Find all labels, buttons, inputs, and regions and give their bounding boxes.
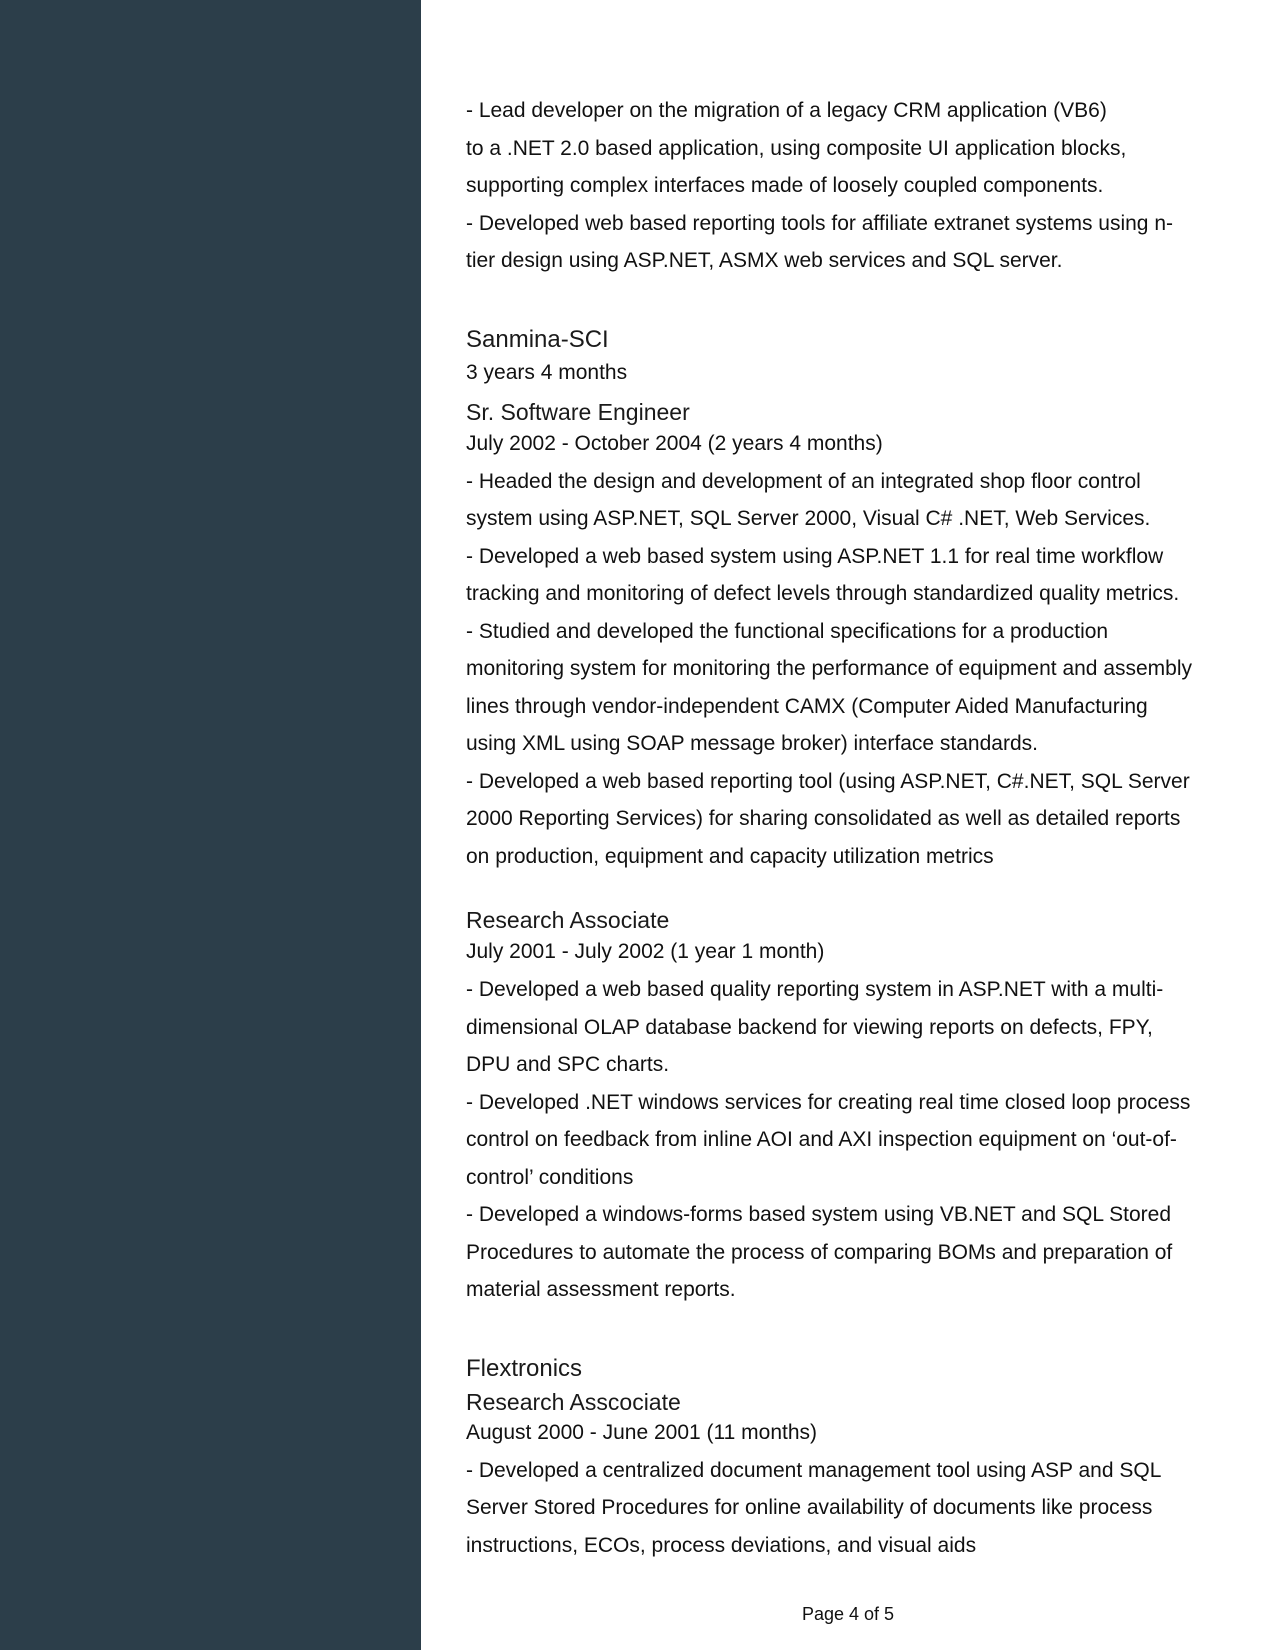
position-description	[466, 971, 1236, 1309]
resume-content	[466, 92, 1236, 1564]
position-dates: July 2002 - October 2004 (2 years 4 months)	[466, 431, 883, 455]
description-line: - Developed a web based reporting tool (using ASP.NET, C#.NET, SQL Server	[466, 769, 1190, 793]
position-dates: August 2000 - June 2001 (11 months)	[466, 1420, 818, 1444]
description-line: DPU and SPC charts.	[466, 1053, 670, 1076]
company-section-flextronics	[466, 1354, 1236, 1565]
description-line: system using ASP.NET, SQL Server 2000, Visual C# .NET, Web Services.	[466, 507, 1151, 530]
description-line: tier design using ASP.NET, ASMX web services and SQL server.	[466, 249, 1063, 272]
position-research-associate	[466, 905, 1236, 1309]
description-line: dimensional OLAP database backend for viewing reports on defects, FPY,	[466, 1015, 1153, 1039]
description-line: - Developed a windows-forms based system using VB.NET and SQL Stored	[466, 1203, 1171, 1226]
description-line: using XML using SOAP message broker) interface standards.	[466, 732, 1038, 755]
description-line: lines through vendor-independent CAMX (Computer Aided Manufacturing	[466, 694, 1148, 718]
position-description	[466, 1452, 1236, 1565]
description-line: supporting complex interfaces made of loosely coupled components.	[466, 174, 1104, 197]
position-title: Research Associate	[466, 907, 670, 933]
description-line: - Studied and developed the functional specifications for a production	[466, 619, 1109, 643]
company-name: Flextronics	[466, 1354, 583, 1382]
description-line: material assessment reports.	[466, 1278, 736, 1301]
position-description	[466, 463, 1236, 876]
description-line: control on feedback from inline AOI and AXI inspection equipment on ‘out-of-	[466, 1128, 1177, 1151]
description-line: Procedures to automate the process of comparing BOMs and preparation of	[466, 1240, 1173, 1264]
description-line: on production, equipment and capacity utilization metrics	[466, 844, 994, 868]
position-title: Sr. Software Engineer	[466, 398, 690, 425]
position-dates: July 2001 - July 2002 (1 year 1 month)	[466, 940, 825, 963]
company-duration: 3 years 4 months	[466, 360, 628, 384]
position-sr-software-engineer	[466, 397, 1236, 876]
description-line: - Developed .NET windows services for creating real time closed loop process	[466, 1090, 1191, 1114]
description-line: instructions, ECOs, process deviations, and visual aids	[466, 1533, 977, 1557]
description-line: - Developed a web based quality reporting system in ASP.NET with a multi-	[466, 978, 1164, 1001]
description-line: tracking and monitoring of defect levels through standardized quality metrics.	[466, 582, 1180, 605]
description-line: Server Stored Procedures for online availability of documents like process	[466, 1496, 1153, 1519]
position-title: Research Asscociate	[466, 1388, 681, 1415]
company-section-sanmina	[466, 325, 1236, 1309]
previous-role-description	[466, 92, 1236, 280]
description-line: - Developed a web based system using ASP.NET 1.1 for real time workflow	[466, 544, 1164, 568]
page-number: Page 4 of 5	[801, 1604, 895, 1624]
sidebar-panel	[0, 0, 421, 1650]
description-line: 2000 Reporting Services) for sharing consolidated as well as detailed reports	[466, 807, 1181, 830]
description-line: - Developed a centralized document management tool using ASP and SQL	[466, 1458, 1162, 1482]
description-line: control’ conditions	[466, 1165, 634, 1189]
description-line: - Lead developer on the migration of a legacy CRM application (VB6)	[466, 99, 1107, 122]
description-line: to a .NET 2.0 based application, using composite UI application blocks,	[466, 136, 1127, 160]
company-name: Sanmina-SCI	[466, 325, 609, 353]
description-line: - Headed the design and development of an integrated shop floor control	[466, 469, 1141, 493]
description-line: monitoring system for monitoring the performance of equipment and assembly	[466, 657, 1193, 680]
description-line: - Developed web based reporting tools for affiliate extranet systems using n-	[466, 211, 1173, 235]
